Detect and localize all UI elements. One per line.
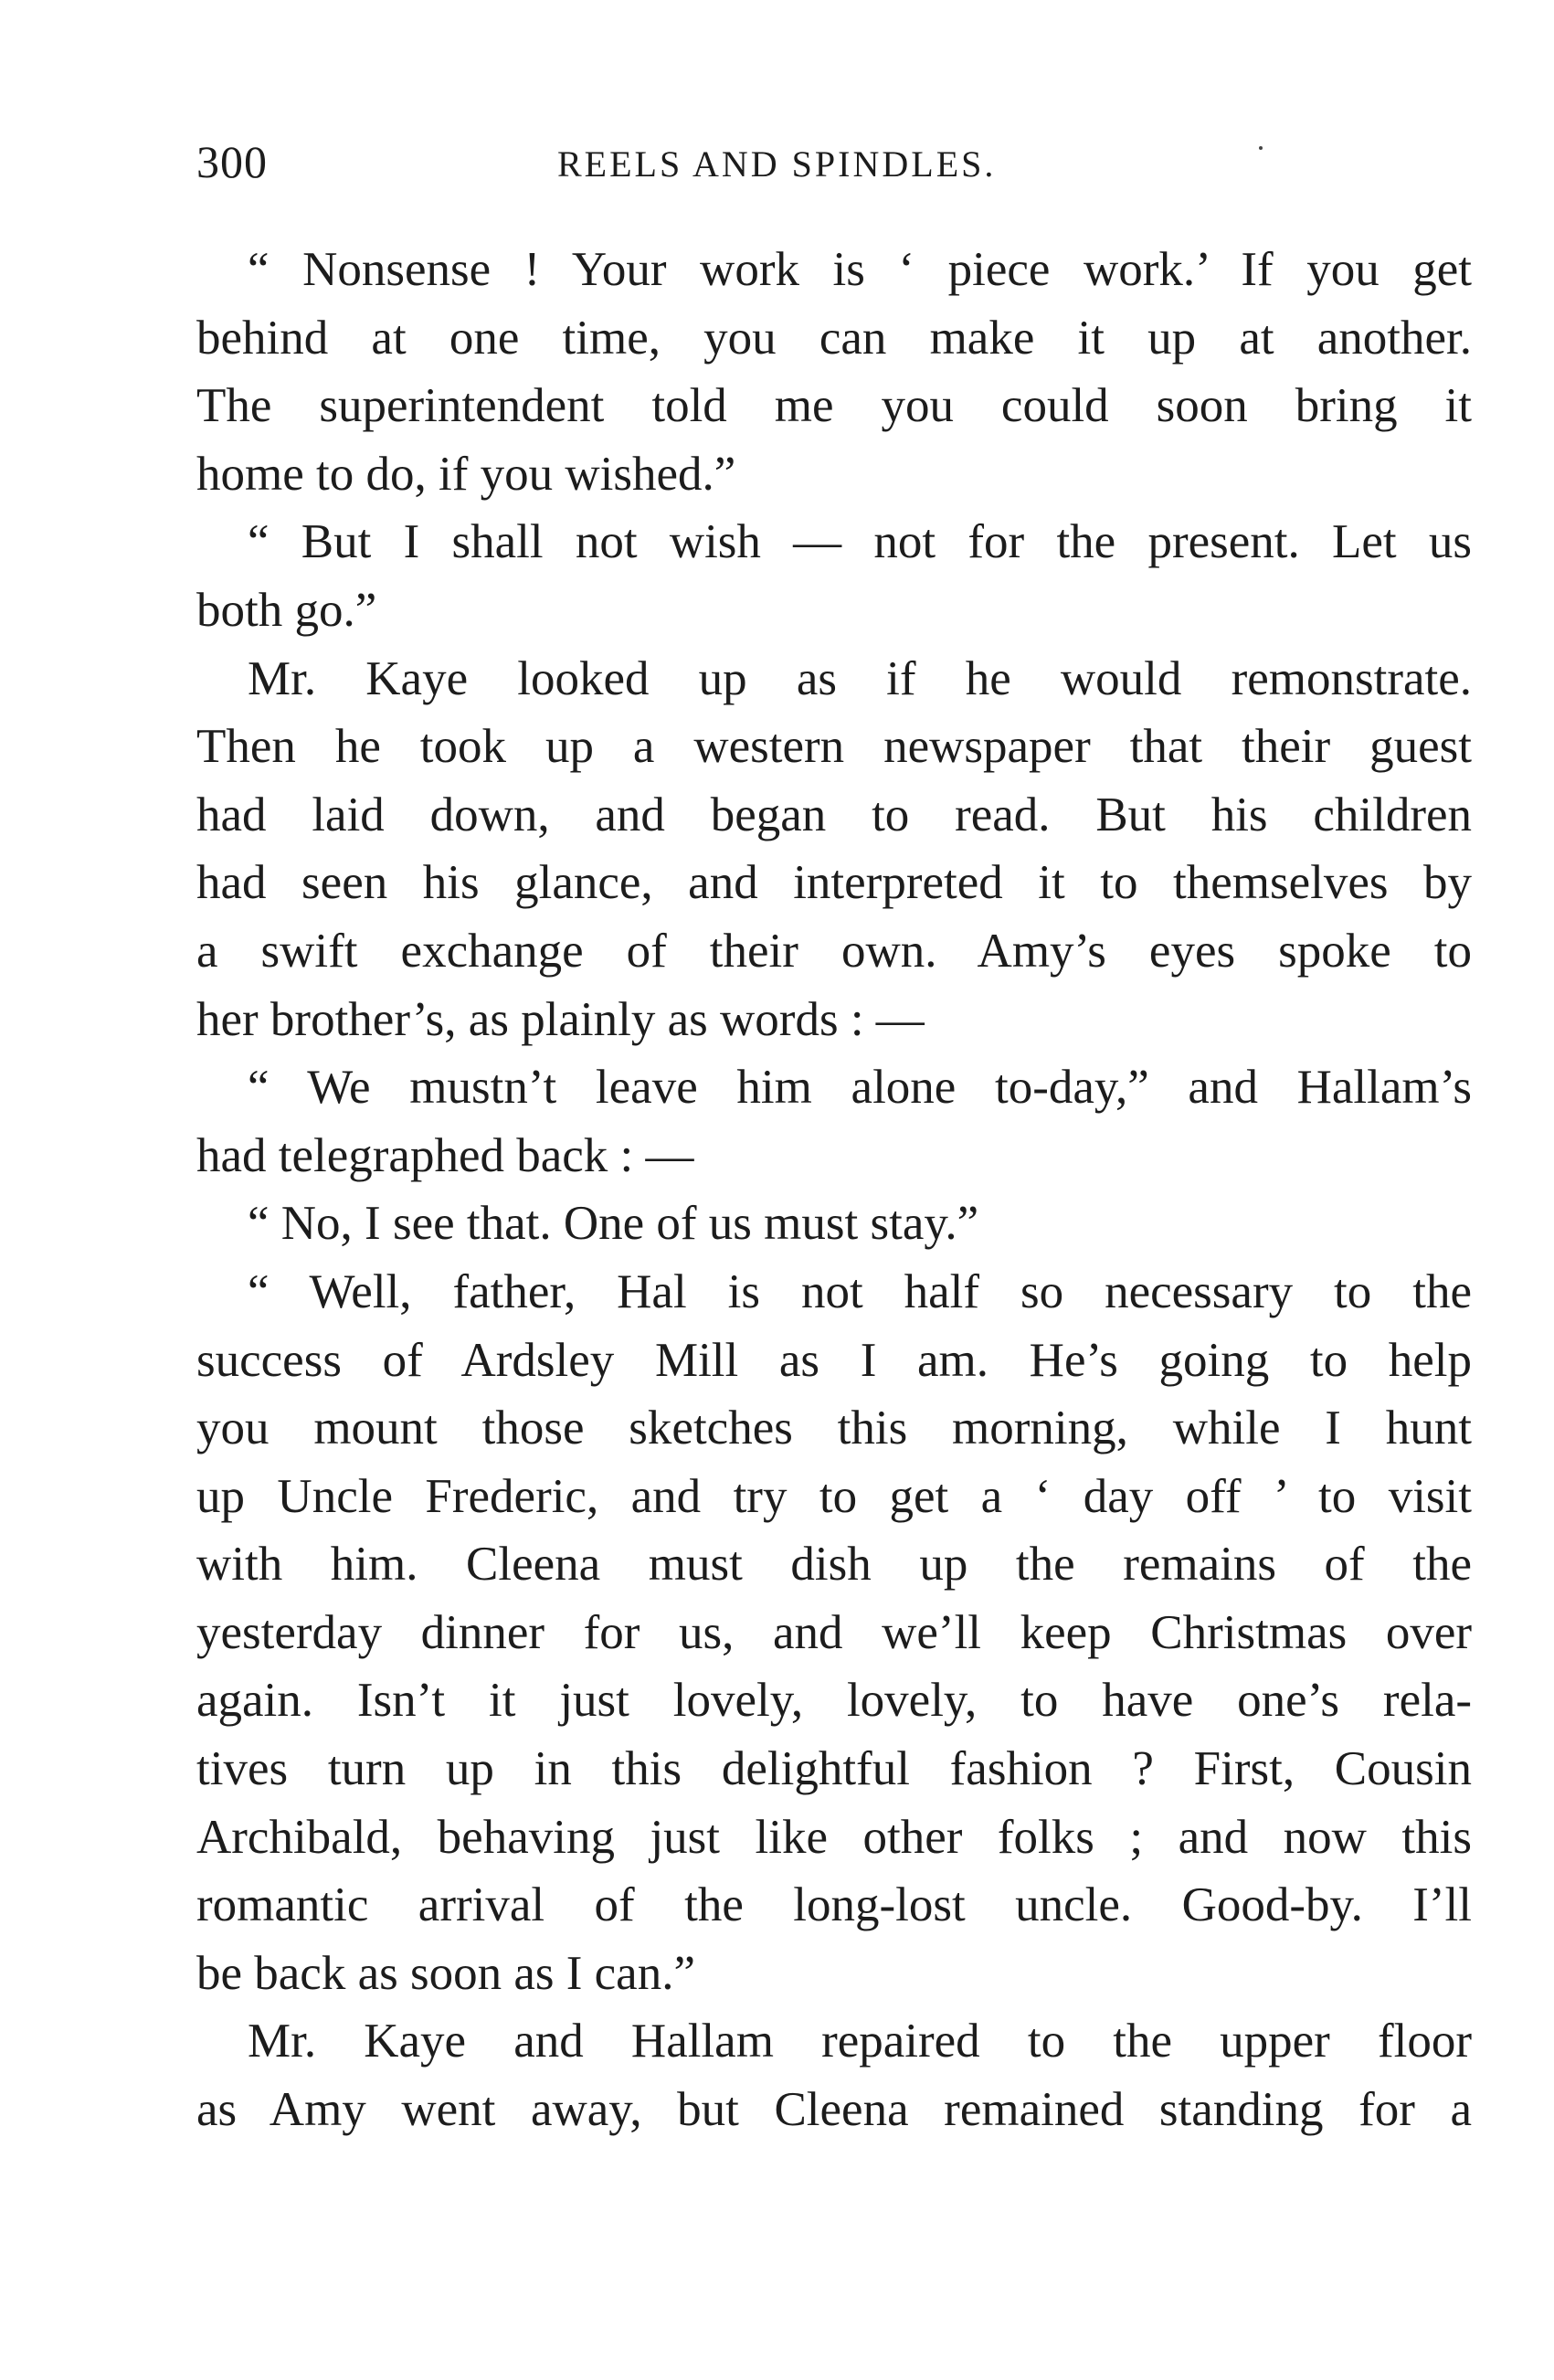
text-line: “ But I shall not wish — not for the present. Let us	[248, 515, 1472, 569]
text-line: up Uncle Frederic, and try to get a ‘ day off ’ to visit	[196, 1469, 1472, 1523]
text-line: with him. Cleena must dish up the remains of the	[196, 1538, 1472, 1592]
text-line: had laid down, and began to read. But his children	[196, 788, 1472, 841]
text-line: again. Isn’t it just lovely, lovely, to have one’s rela-	[196, 1674, 1472, 1728]
text-line: be back as soon as I can.”	[196, 1946, 695, 2000]
text-line: you mount those sketches this morning, while I hunt	[196, 1402, 1472, 1455]
print-speck	[1259, 146, 1263, 150]
running-head	[196, 135, 1472, 190]
body-text	[196, 236, 1472, 2144]
text-line: had seen his glance, and interpreted it to themselves by	[196, 856, 1472, 910]
text-line: yesterday dinner for us, and we’ll keep Christmas over	[196, 1605, 1472, 1659]
text-line: both go.”	[196, 583, 377, 637]
text-line: had telegraphed back : —	[196, 1128, 694, 1182]
text-line: “ No, I see that. One of us must stay.”	[248, 1197, 979, 1251]
text-line: romantic arrival of the long-lost uncle. Good-by. I’ll	[196, 1878, 1472, 1932]
text-line: “ We mustn’t leave him alone to-day,” and Hallam’s	[248, 1061, 1472, 1115]
text-line: Mr. Kaye looked up as if he would remonstrate.	[248, 651, 1472, 705]
text-line: “ Nonsense ! Your work is ‘ piece work.’ If you get	[248, 243, 1472, 296]
text-line: Then he took up a western newspaper that their guest	[196, 720, 1472, 774]
running-title: REELS AND SPINDLES.	[557, 143, 997, 185]
text-line: a swift exchange of their own. Amy’s eyes spoke to	[196, 924, 1472, 978]
text-line: as Amy went away, but Cleena remained standing for a	[196, 2083, 1472, 2137]
text-line: Archibald, behaving just like other folks ; and now this	[196, 1810, 1472, 1864]
text-line: home to do, if you wished.”	[196, 447, 736, 501]
text-line: behind at one time, you can make it up at another.	[196, 311, 1472, 365]
text-line: Mr. Kaye and Hallam repaired to the upper floor	[248, 2015, 1472, 2068]
text-line: her brother’s, as plainly as words : —	[196, 992, 925, 1046]
text-line: tives turn up in this delightful fashion ? First, Cousin	[196, 1742, 1472, 1796]
text-line: success of Ardsley Mill as I am. He’s going to help	[196, 1333, 1472, 1387]
text-line: The superintendent told me you could soon bring it	[196, 379, 1472, 433]
text-line: “ Well, father, Hal is not half so necessary to the	[248, 1264, 1472, 1318]
page-number: 300	[196, 136, 268, 187]
